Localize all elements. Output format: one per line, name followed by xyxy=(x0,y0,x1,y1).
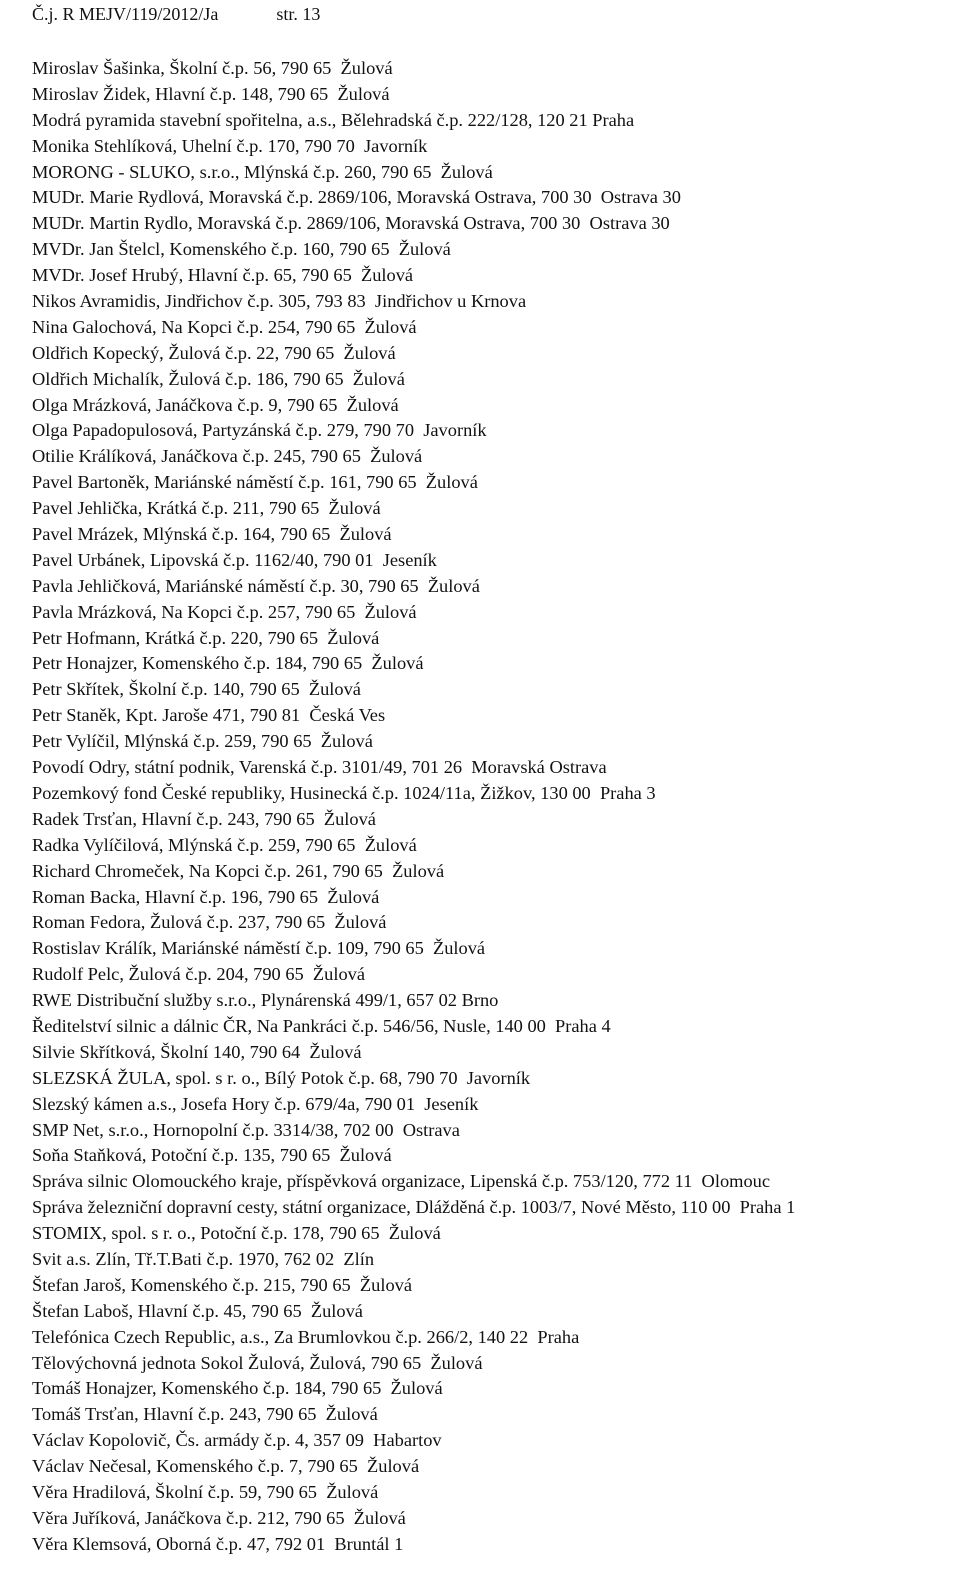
page-header xyxy=(32,2,320,26)
list-item: Petr Honajzer, Komenského č.p. 184, 790 65 Žulová xyxy=(32,653,424,674)
list-item: Otilie Králíková, Janáčkova č.p. 245, 790 65 Žulová xyxy=(32,446,423,467)
list-item: STOMIX, spol. s r. o., Potoční č.p. 178, 790 65 Žulová xyxy=(32,1223,441,1244)
list-item: Petr Hofmann, Krátká č.p. 220, 790 65 Žulová xyxy=(32,627,380,648)
list-item: Povodí Odry, státní podnik, Varenská č.p. 3101/49, 701 26 Moravská Ostrava xyxy=(32,757,607,778)
document-reference: Č.j. R MEJV/119/2012/Ja xyxy=(32,4,219,24)
list-item: Silvie Skřítková, Školní 140, 790 64 Žulová xyxy=(32,1041,362,1062)
list-item: Oldřich Michalík, Žulová č.p. 186, 790 65 Žulová xyxy=(32,368,405,389)
list-item: Roman Fedora, Žulová č.p. 237, 790 65 Žulová xyxy=(32,912,387,933)
list-item: Olga Papadopulosová, Partyzánská č.p. 279, 790 70 Javorník xyxy=(32,420,487,441)
list-item: Modrá pyramida stavební spořitelna, a.s., Bělehradská č.p. 222/128, 120 21 Praha xyxy=(32,109,635,130)
list-item: SMP Net, s.r.o., Hornopolní č.p. 3314/38, 702 00 Ostrava xyxy=(32,1119,460,1140)
list-item: Radek Trsťan, Hlavní č.p. 243, 790 65 Žulová xyxy=(32,808,376,829)
list-item: Svit a.s. Zlín, Tř.T.Bati č.p. 1970, 762 02 Zlín xyxy=(32,1248,375,1269)
list-item: Petr Skřítek, Školní č.p. 140, 790 65 Žulová xyxy=(32,679,361,700)
list-item: Pavla Jehličková, Mariánské náměstí č.p. 30, 790 65 Žulová xyxy=(32,575,480,596)
list-item: Roman Backa, Hlavní č.p. 196, 790 65 Žulová xyxy=(32,886,380,907)
list-item: Radka Vylíčilová, Mlýnská č.p. 259, 790 65 Žulová xyxy=(32,834,417,855)
list-item: Monika Stehlíková, Uhelní č.p. 170, 790 70 Javorník xyxy=(32,135,428,156)
list-item: Pavel Jehlička, Krátká č.p. 211, 790 65 Žulová xyxy=(32,498,381,519)
list-item: Nikos Avramidis, Jindřichov č.p. 305, 793 83 Jindřichov u Krnova xyxy=(32,291,527,312)
list-item: Václav Nečesal, Komenského č.p. 7, 790 65 Žulová xyxy=(32,1456,420,1477)
list-item: Tomáš Trsťan, Hlavní č.p. 243, 790 65 Žulová xyxy=(32,1404,378,1425)
list-item: MORONG - SLUKO, s.r.o., Mlýnská č.p. 260, 790 65 Žulová xyxy=(32,161,493,182)
list-item: MUDr. Martin Rydlo, Moravská č.p. 2869/106, Moravská Ostrava, 700 30 Ostrava 30 xyxy=(32,213,670,234)
list-item: Soňa Staňková, Potoční č.p. 135, 790 65 Žulová xyxy=(32,1145,392,1166)
list-item: Václav Kopolovič, Čs. armády č.p. 4, 357 09 Habartov xyxy=(32,1430,442,1451)
list-item: Pozemkový fond České republiky, Husinecká č.p. 1024/11a, Žižkov, 130 00 Praha 3 xyxy=(32,782,656,803)
list-item: Štefan Laboš, Hlavní č.p. 45, 790 65 Žulová xyxy=(32,1300,363,1321)
list-item: Richard Chromeček, Na Kopci č.p. 261, 790 65 Žulová xyxy=(32,860,445,881)
list-item: Oldřich Kopecký, Žulová č.p. 22, 790 65 Žulová xyxy=(32,342,396,363)
list-item: Tělovýchovná jednota Sokol Žulová, Žulová, 790 65 Žulová xyxy=(32,1352,483,1373)
list-item: Ředitelství silnic a dálnic ČR, Na Pankráci č.p. 546/56, Nusle, 140 00 Praha 4 xyxy=(32,1015,611,1036)
list-item: Pavel Mrázek, Mlýnská č.p. 164, 790 65 Žulová xyxy=(32,524,392,545)
list-item: Rostislav Králík, Mariánské náměstí č.p. 109, 790 65 Žulová xyxy=(32,938,486,959)
page-number: str. 13 xyxy=(276,4,321,24)
list-item: Nina Galochová, Na Kopci č.p. 254, 790 65 Žulová xyxy=(32,316,417,337)
list-item: Petr Staněk, Kpt. Jaroše 471, 790 81 Česká Ves xyxy=(32,705,386,726)
list-item: MVDr. Jan Štelcl, Komenského č.p. 160, 790 65 Žulová xyxy=(32,239,451,260)
list-item: RWE Distribuční služby s.r.o., Plynárenská 499/1, 657 02 Brno xyxy=(32,990,499,1011)
list-item: Pavel Urbánek, Lipovská č.p. 1162/40, 790 01 Jeseník xyxy=(32,549,437,570)
list-item: Telefónica Czech Republic, a.s., Za Brumlovkou č.p. 266/2, 140 22 Praha xyxy=(32,1326,580,1347)
list-item: Rudolf Pelc, Žulová č.p. 204, 790 65 Žulová xyxy=(32,964,366,985)
list-item: Miroslav Šašinka, Školní č.p. 56, 790 65 Žulová xyxy=(32,58,393,78)
list-item: Správa silnic Olomouckého kraje, příspěvková organizace, Lipenská č.p. 753/120, 772 11 Olomouc xyxy=(32,1171,770,1192)
list-item: Petr Vylíčil, Mlýnská č.p. 259, 790 65 Žulová xyxy=(32,731,373,752)
list-item: Miroslav Židek, Hlavní č.p. 148, 790 65 Žulová xyxy=(32,83,390,104)
list-item: SLEZSKÁ ŽULA, spol. s r. o., Bílý Potok č.p. 68, 790 70 Javorník xyxy=(32,1067,531,1088)
list-item: MVDr. Josef Hrubý, Hlavní č.p. 65, 790 65 Žulová xyxy=(32,265,414,286)
list-item: Pavla Mrázková, Na Kopci č.p. 257, 790 65 Žulová xyxy=(32,601,417,622)
list-item: Pavel Bartoněk, Mariánské náměstí č.p. 161, 790 65 Žulová xyxy=(32,472,478,493)
list-item: MUDr. Marie Rydlová, Moravská č.p. 2869/106, Moravská Ostrava, 700 30 Ostrava 30 xyxy=(32,187,681,208)
list-item: Olga Mrázková, Janáčkova č.p. 9, 790 65 Žulová xyxy=(32,394,399,415)
list-item: Správa železniční dopravní cesty, státní organizace, Dlážděná č.p. 1003/7, Nové Město, 110 00 Praha 1 xyxy=(32,1197,796,1218)
list-item: Tomáš Honajzer, Komenského č.p. 184, 790 65 Žulová xyxy=(32,1378,443,1399)
list-item: Věra Juříková, Janáčkova č.p. 212, 790 65 Žulová xyxy=(32,1507,406,1528)
recipient-list xyxy=(32,56,958,1558)
list-item: Slezský kámen a.s., Josefa Hory č.p. 679/4a, 790 01 Jeseník xyxy=(32,1093,479,1114)
list-item: Věra Hradilová, Školní č.p. 59, 790 65 Žulová xyxy=(32,1481,379,1502)
list-item: Štefan Jaroš, Komenského č.p. 215, 790 65 Žulová xyxy=(32,1274,413,1295)
list-item: Věra Klemsová, Oborná č.p. 47, 792 01 Bruntál 1 xyxy=(32,1533,404,1554)
